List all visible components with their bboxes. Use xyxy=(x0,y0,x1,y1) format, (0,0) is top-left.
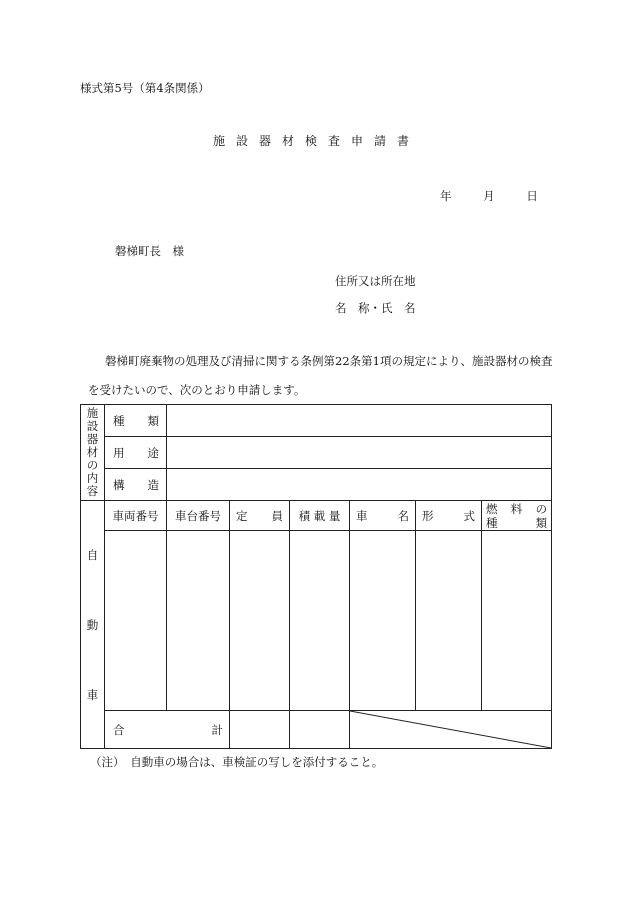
col-model xyxy=(416,501,482,531)
applicant-name-label: 名 称・氏 名 xyxy=(335,301,416,315)
col-chassis-no: 車台番号 xyxy=(167,501,230,531)
equipment-section-header xyxy=(81,405,105,501)
row-label-structure xyxy=(105,469,167,501)
document-title: 施設器材検査申請書 xyxy=(213,134,421,148)
col-model-b: 式 xyxy=(463,508,475,523)
col-fuel-c: の xyxy=(535,501,548,516)
col-fuel-b: 料 xyxy=(510,501,523,516)
col-capacity-a: 定 xyxy=(236,508,248,523)
type-field[interactable] xyxy=(167,405,552,437)
col-load: 積 載 量 xyxy=(290,501,350,531)
col-fuel-a: 燃 xyxy=(486,501,498,516)
total-capacity-field[interactable] xyxy=(230,711,290,749)
applicant-address-label: 住所又は所在地 xyxy=(335,274,416,288)
vehicle-name-field[interactable] xyxy=(350,531,416,711)
total-label-a: 合 xyxy=(113,722,125,737)
col-vehicle-name-a: 車 xyxy=(356,508,368,523)
date-year: 年 xyxy=(440,189,452,203)
col-vehicle-no: 車両番号 xyxy=(105,501,167,531)
date-day: 日 xyxy=(526,189,538,203)
date-line xyxy=(440,188,538,204)
row-label-type-b: 類 xyxy=(147,413,159,428)
col-model-a: 形 xyxy=(422,508,434,523)
total-label-cell xyxy=(105,711,230,749)
vehicle-section-label: 自動車 xyxy=(86,547,99,702)
date-month: 月 xyxy=(483,189,495,203)
form-number-label: 様式第5号（第4条関係） xyxy=(80,81,210,95)
col-fuel-type xyxy=(482,501,552,531)
diagonal-strike xyxy=(350,711,551,748)
capacity-field[interactable] xyxy=(230,531,290,711)
col-capacity-b: 員 xyxy=(271,508,283,523)
col-fuel-e: 類 xyxy=(535,515,548,530)
row-label-purpose xyxy=(105,437,167,469)
col-vehicle-name xyxy=(350,501,416,531)
vehicle-no-field[interactable] xyxy=(105,531,167,711)
total-load-field[interactable] xyxy=(290,711,350,749)
application-table xyxy=(80,404,552,749)
load-field[interactable] xyxy=(290,531,350,711)
addressee: 磐梯町長 様 xyxy=(115,244,184,258)
footnote: （注） 自動車の場合は、車検証の写しを添付すること。 xyxy=(90,755,384,769)
vehicle-section-header xyxy=(81,501,105,749)
model-field[interactable] xyxy=(416,531,482,711)
col-vehicle-name-b: 名 xyxy=(397,508,409,523)
row-label-type xyxy=(105,405,167,437)
row-label-structure-a: 構 xyxy=(113,477,125,492)
col-capacity xyxy=(230,501,290,531)
body-text-line-2: を受けたいので、次のとおり申請します。 xyxy=(88,383,306,397)
row-label-structure-b: 造 xyxy=(147,477,159,492)
fuel-type-field[interactable] xyxy=(482,531,552,711)
chassis-no-field[interactable] xyxy=(167,531,230,711)
structure-field[interactable] xyxy=(167,469,552,501)
total-label-b: 計 xyxy=(211,722,223,737)
purpose-field[interactable] xyxy=(167,437,552,469)
row-label-purpose-a: 用 xyxy=(113,445,125,460)
row-label-type-a: 種 xyxy=(113,413,125,428)
total-diagonal-cell xyxy=(350,711,552,749)
row-label-purpose-b: 途 xyxy=(147,445,159,460)
col-fuel-d: 種 xyxy=(486,515,498,530)
equipment-section-label: 施設器材の内容 xyxy=(86,406,99,498)
body-text-line-1: 磐梯町廃棄物の処理及び清掃に関する条例第22条第1項の規定により、施設器材の検査 xyxy=(105,354,553,368)
